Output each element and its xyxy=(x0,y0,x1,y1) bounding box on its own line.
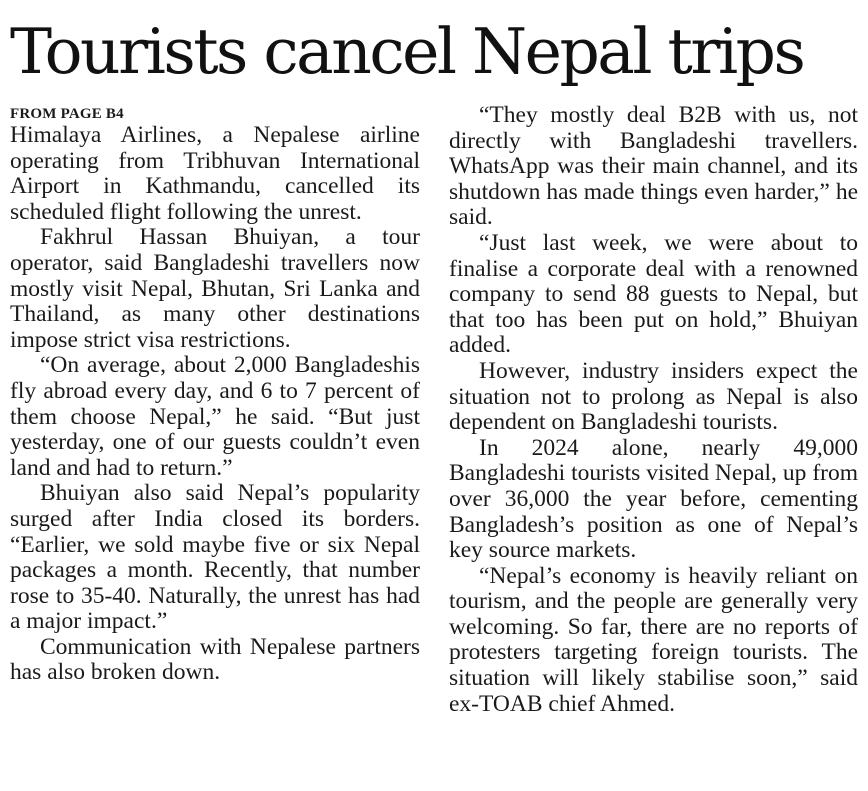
article-column-left xyxy=(10,106,420,686)
paragraph: “They mostly deal B2B with us, not directly with Bangladeshi travellers. WhatsApp was their main channel, and its shutdown has made things even harder,” he said. xyxy=(449,102,858,231)
paragraph: In 2024 alone, nearly 49,000 Bangladeshi tourists visited Nepal, up from over 36,000 the year before, cementing Bangladesh’s position as one of Nepal’s key source markets. xyxy=(449,434,858,564)
paragraph: Communication with Nepalese partners has also broken down. xyxy=(10,633,420,686)
continuation-kicker: FROM PAGE B4 xyxy=(10,106,124,122)
paragraph: Fakhrul Hassan Bhuiyan, a tour operator, said Bangladeshi travellers now mostly visit Nepal, Bhutan, Sri Lanka and Thailand, as many other destinations impose strict visa restrictions. xyxy=(10,224,420,353)
paragraph: “Nepal’s economy is heavily reliant on tourism, and the people are generally very welcoming. So far, there are no reports of protesters targeting foreign tourists. The situation will likely stabilise soon,” said ex-TOAB chief Ahmed. xyxy=(449,562,858,717)
paragraph: Himalaya Airlines, a Nepalese airline operating from Tribhuvan International Airport in Kathmandu, cancelled its scheduled flight following the unrest. xyxy=(10,122,420,225)
paragraph: “Just last week, we were about to finalise a corporate deal with a renowned company to send 88 guests to Nepal, but that too has been put on hold,” Bhuiyan added. xyxy=(449,229,858,359)
paragraph: “On average, about 2,000 Bangladeshis fly abroad every day, and 6 to 7 percent of them choose Nepal,” he said. “But just yesterday, one of our guests couldn’t even land and had to return.” xyxy=(10,352,420,481)
article-headline: Tourists cancel Nepal trips xyxy=(10,15,804,88)
paragraph: Bhuiyan also said Nepal’s popularity surged after India closed its borders. “Earlier, we sold maybe five or six Nepal packages a month. Recently, that number rose to 35-40. Naturally, the unrest has had a major impact.” xyxy=(10,480,420,635)
article-column-right xyxy=(449,103,858,717)
paragraph: However, industry insiders expect the situation not to prolong as Nepal is also dependent on Bangladeshi tourists. xyxy=(449,357,858,436)
